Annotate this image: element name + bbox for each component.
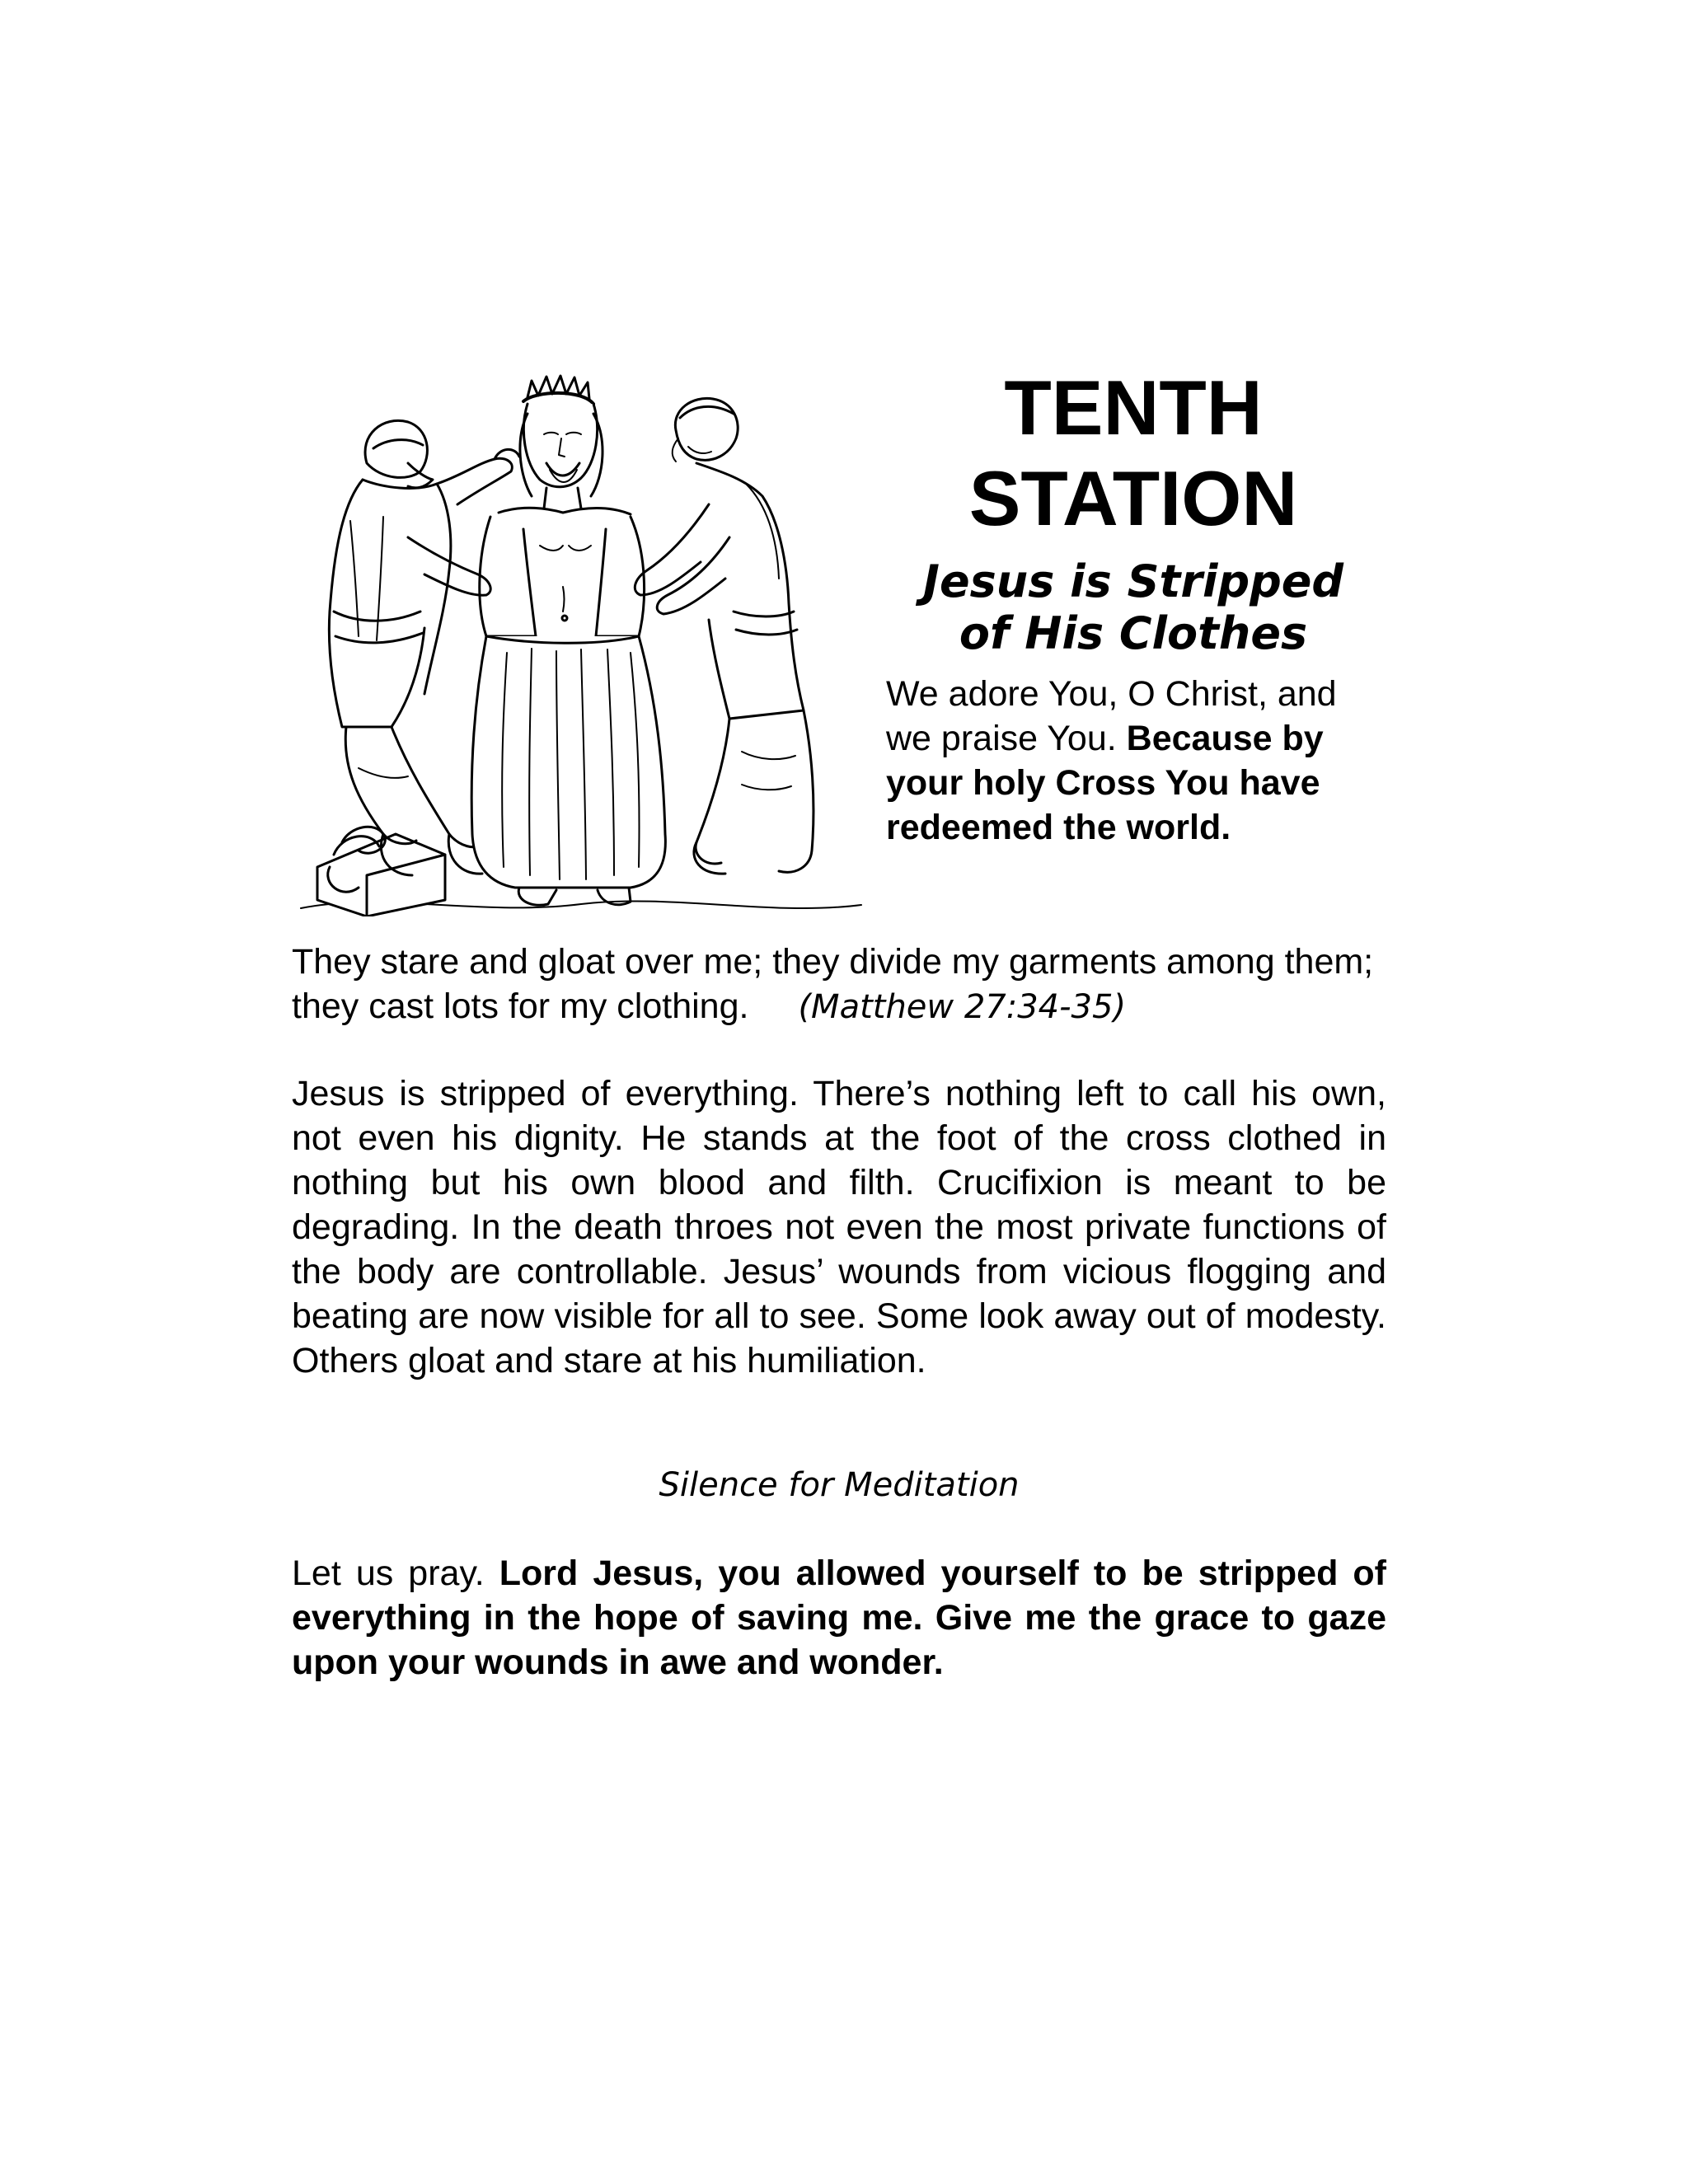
station-title-line1: TENTH xyxy=(1004,364,1263,451)
acclamation-bold-response: Because by your holy Cross You have redeemed the world. xyxy=(886,719,1324,847)
station-subtitle-line2: of His Clothes xyxy=(959,607,1308,659)
station-subtitle-line1: Jesus is Stripped xyxy=(922,555,1344,607)
prayer-lead: Let us pray. xyxy=(292,1554,499,1593)
scripture-citation: (Matthew 27:34-35) xyxy=(798,988,1127,1026)
acclamation-plain-text: We adore You, O Christ, and we praise You. xyxy=(886,674,1337,758)
acclamation-paragraph xyxy=(886,672,1389,850)
silence-heading: Silence for Meditation xyxy=(659,1466,1020,1504)
prayer-bold-text: Lord Jesus, you allowed yourself to be stripped of everything in the hope of saving me. Give me the grace to gaze upon your wounds in awe and wonder. xyxy=(292,1554,1386,1682)
station-illustration xyxy=(284,340,874,916)
station-title-line2: STATION xyxy=(968,455,1298,541)
reflection-paragraph: Jesus is stripped of everything. There’s nothing left to call his own, not even his dignity. He stands at the foot of the cross clothed in nothing but his own blood and filth. Crucifixion is meant to be degrading. In the death throes not even the most private functions of the body are controllable. Jesus’ wounds from vicious flogging and beating are now visible for all to see. Some look away out of modesty. Others gloat and stare at his humiliation. xyxy=(292,1074,1386,1380)
scripture-text: They stare and gloat over me; they divide my garments among them; they cast lots for my clothing. xyxy=(292,942,1374,1026)
jesus-stripped-illustration xyxy=(284,340,874,916)
scripture-passage xyxy=(292,940,1396,1029)
closing-prayer xyxy=(292,1551,1386,1685)
station-heading xyxy=(886,363,1381,659)
